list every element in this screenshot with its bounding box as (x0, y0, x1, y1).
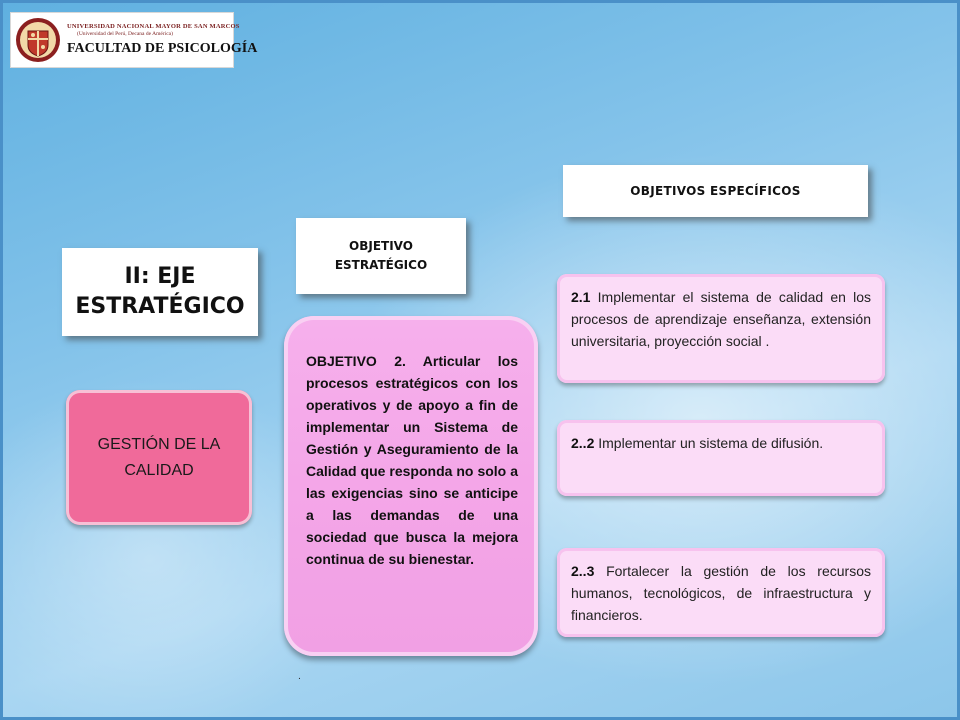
logo-university-subtitle: (Universidad del Perú, Decana de América) (77, 31, 173, 37)
eje-line1: II: EJE (124, 264, 196, 289)
specific-objective-text: Fortalecer la gestión de los recursos humanos, tecnológicos, de infraestructura y financieros. (571, 563, 871, 623)
objetivo-estrategico-line2: ESTRATÉGICO (334, 258, 428, 272)
specific-objective-number: 2..2 (571, 435, 595, 451)
specific-objective-2-1 (557, 274, 885, 383)
specific-objective-text: Implementar un sistema de difusión. (594, 435, 824, 451)
objetivos-especificos-header (563, 165, 868, 217)
gestion-calidad-box (66, 390, 252, 525)
eje-estrategico-box (62, 248, 258, 336)
logo-university-name: UNIVERSIDAD NACIONAL MAYOR DE SAN MARCOS (67, 23, 240, 30)
objetivo-estrategico-line1: OBJETIVO (349, 239, 413, 253)
logo-faculty-name: FACULTAD DE PSICOLOGÍA (67, 41, 258, 56)
university-seal-icon (15, 17, 61, 63)
central-objective-text: OBJETIVO 2. Articular los procesos estratégicos con los operativos y de apoyo a fin de implementar un Sistema de Gestión y Aseguramiento de la Calidad que responda no solo a las exigencias sino se anticipe a las demandas de una sociedad que busca la mejora continua de su bienestar. (306, 353, 518, 567)
eje-line2: ESTRATÉGICO (75, 294, 245, 319)
footnote-dot: . (298, 672, 301, 682)
specific-objective-number: 2..3 (571, 563, 595, 579)
specific-objective-number: 2.1 (571, 289, 591, 305)
central-objective-box (284, 316, 538, 656)
university-logo (10, 12, 258, 68)
specific-objective-2-3 (557, 548, 885, 637)
gestion-calidad-label: GESTIÓN DE LA CALIDAD (97, 435, 221, 479)
objetivos-especificos-label: OBJETIVOS ESPECÍFICOS (630, 184, 801, 198)
objetivo-estrategico-header (296, 218, 466, 294)
specific-objective-text: Implementar el sistema de calidad en los procesos de aprendizaje enseñanza, extensión universitaria, proyección social . (571, 289, 871, 349)
specific-objective-2-2 (557, 420, 885, 496)
